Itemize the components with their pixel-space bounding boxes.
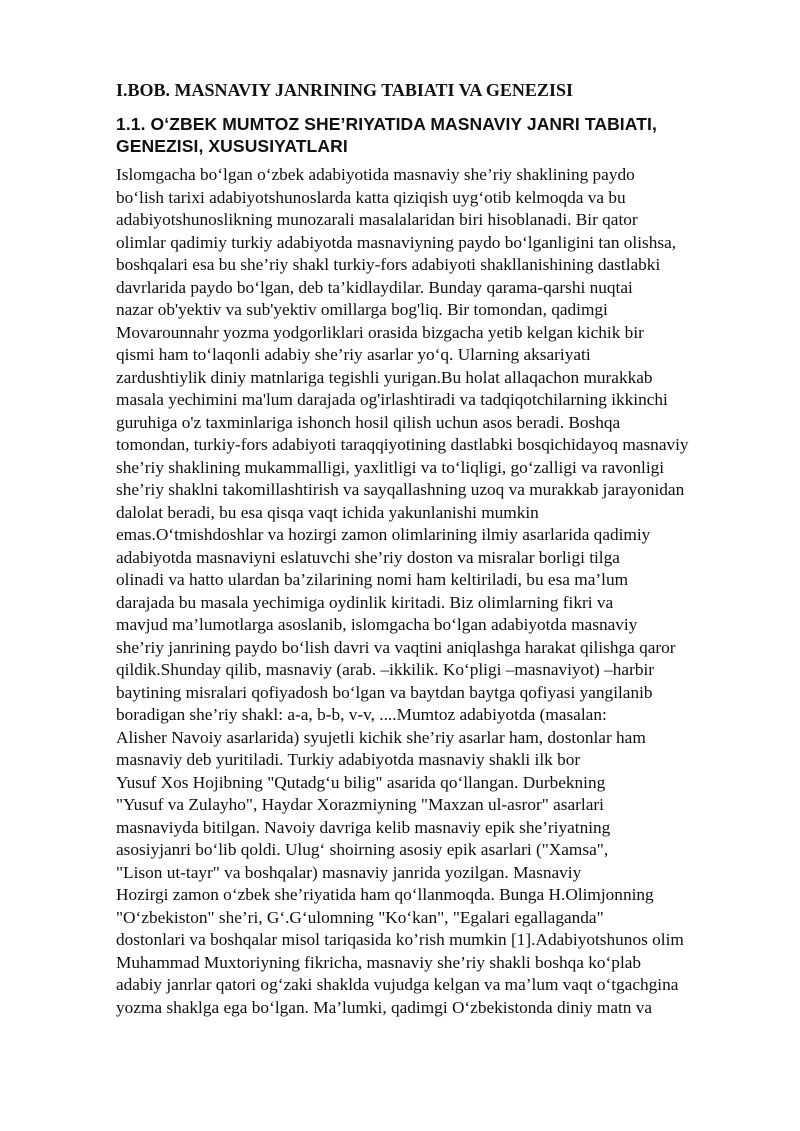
text-line: guruhiga o'z taxminlariga ishonch hosil qilish uchun asos beradi. Boshqa — [116, 412, 621, 432]
text-line: Yusuf Xos Hojibning "Qutadg‘u bilig" asarida qo‘llangan. Durbekning — [116, 772, 606, 792]
text-line: olimlar qadimiy turkiy adabiyotda masnaviyning paydo bo‘lganligini tan olishsa, — [116, 232, 677, 252]
text-line: olinadi va hatto ulardan ba’zilarining nomi ham keltiriladi, bu esa ma’lum — [116, 570, 629, 589]
text-line: darajada bu masala yechimiga oydinlik kiritadi. Biz olimlarning fikri va — [116, 592, 614, 612]
text-line: Alisher Navoiy asarlarida) syujetli kichik she’riy asarlar ham, dostonlar ham — [116, 727, 646, 747]
text-line: boradigan she’riy shakl: a-a, b-b, v-v, ....Mumtoz adabiyotda (masalan: — [116, 705, 607, 724]
text-line: tomondan, turkiy-fors adabiyoti taraqqiyotining dastlabki bosqichidayoq masnaviy — [116, 435, 689, 454]
text-line: masnaviyda bitilgan. Navoiy davriga kelib masnaviy epik she’riyatning — [116, 817, 611, 837]
text-line: she’riy shaklining mukammalligi, yaxlitligi va to‘liqligi, go‘zalligi va ravonligi — [116, 457, 665, 477]
chapter-title: I.BOB. MASNAVIY JANRINING TABIATI VA GENEZISI — [116, 80, 573, 100]
text-line: Hozirgi zamon o‘zbek she’riyatida ham qo‘llanmoqda. Bunga H.Olimjonning — [116, 885, 654, 904]
text-line: mavjud ma’lumotlarga asoslanib, islomgacha bo‘lgan adabiyotda masnaviy — [116, 615, 638, 634]
text-line: boshqalari esa bu she’riy shakl turkiy-fors adabiyoti shakllanishining dastlabki — [116, 255, 661, 274]
text-line: qildik.Shunday qilib, masnaviy (arab. –ikkilik. Ko‘pligi –masnaviyot) –harbir — [116, 660, 655, 679]
text-line: adabiyotda masnaviyni eslatuvchi she’riy doston va misralar borligi tilga — [116, 547, 620, 567]
text-line: she’riy janrining paydo bo‘lish davri va vaqtini aniqlashga harakat qilishga qaror — [116, 637, 676, 657]
body-paragraph — [116, 164, 746, 1019]
text-line: davrlarida paydo bo‘lgan, deb ta’kidlaydilar. Bunday qarama-qarshi nuqtai — [116, 277, 633, 297]
text-line: nazar ob'yektiv va sub'yektiv omillarga bog'liq. Bir tomondan, qadimgi — [116, 300, 608, 319]
text-line: yozma shaklga ega bo‘lgan. Ma’lumki, qadimgi O‘zbekistonda diniy matn va — [116, 997, 653, 1017]
text-line: Islomgacha bo‘lgan o‘zbek adabiyotida masnaviy she’riy shaklining paydo — [116, 165, 635, 184]
section-title-line: 1.1. O‘ZBEK MUMTOZ SHE’RIYATIDA MASNAVIY JANRI TABIATI, — [116, 114, 657, 134]
text-line: dalolat beradi, bu esa qisqa vaqt ichida yakunlanishi mumkin — [116, 502, 539, 522]
text-line: baytining misralari qofiyadosh bo‘lgan va baytdan baytga qofiyasi yangilanib — [116, 682, 653, 702]
text-line: zardushtiylik diniy matnlariga tegishli yurigan.Bu holat allaqachon murakkab — [116, 367, 653, 387]
text-line: "Yusuf va Zulayho", Haydar Xorazmiyning "Maxzan ul-asror" asarlari — [116, 795, 604, 814]
text-line: "O‘zbekiston" she’ri, G‘.G‘ulomning "Ko‘kan", "Egalari egallaganda" — [116, 907, 604, 927]
text-line: asosiyjanri bo‘lib qoldi. Ulug‘ shoirning asosiy epik asarlari ("Xamsa", — [116, 840, 609, 859]
text-line: qismi ham to‘laqonli adabiy she’riy asarlar yo‘q. Ularning aksariyati — [116, 345, 591, 364]
section-title-line: GENEZISI, XUSUSIYATLARI — [116, 136, 348, 156]
text-line: adabiyotshunoslikning munozarali masalalaridan biri hisoblanadi. Bir qator — [116, 210, 638, 229]
text-line: masala yechimini ma'lum darajada og'irlashtiradi va tadqiqotchilarning ikkinchi — [116, 390, 668, 409]
text-line: she’riy shaklni takomillashtirish va sayqallashning uzoq va murakkab jarayonidan — [116, 480, 685, 499]
text-line: masnaviy deb yuritiladi. Turkiy adabiyotda masnaviy shakli ilk bor — [116, 750, 581, 769]
text-line: Movarounnahr yozma yodgorliklari orasida bizgacha yetib kelgan kichik bir — [116, 322, 644, 342]
text-line: "Lison ut-tayr" va boshqalar) masnaviy janrida yozilgan. Masnaviy — [116, 862, 582, 882]
text-line: bo‘lish tarixi adabiyotshunoslarda katta qiziqish uyg‘otib kelmoqda va bu — [116, 187, 626, 207]
text-line: adabiy janrlar qatori og‘zaki shaklda vujudga kelgan va ma’lum vaqt o‘tgachgina — [116, 975, 679, 994]
document-page — [116, 72, 746, 1019]
text-line: dostonlari va boshqalar misol tariqasida ko’rish mumkin [1].Adabiyotshunos olim — [116, 930, 684, 949]
text-line: Muhammad Muxtoriyning fikricha, masnaviy she’riy shakli boshqa ko‘plab — [116, 952, 642, 972]
text-line: emas.O‘tmishdoshlar va hozirgi zamon olimlarining ilmiy asarlarida qadimiy — [116, 525, 651, 544]
section-title — [116, 113, 746, 157]
